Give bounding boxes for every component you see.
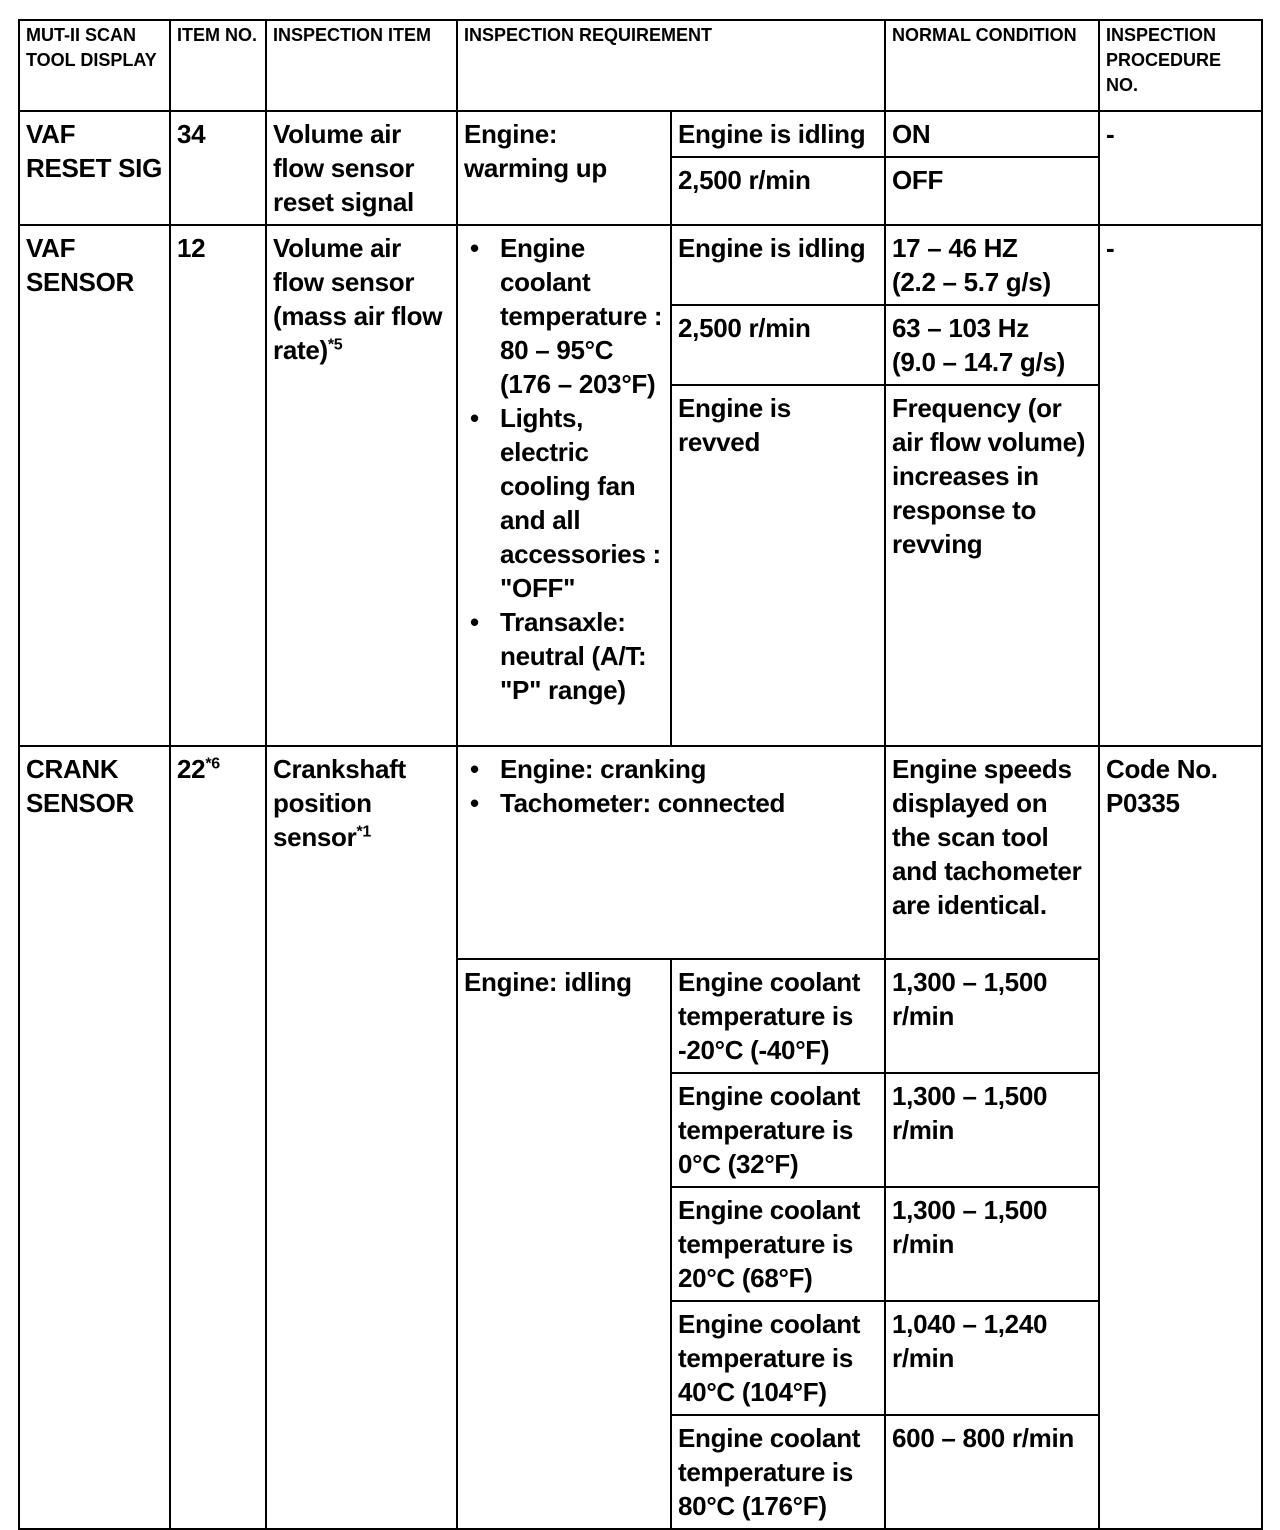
condition-cell: Engine coolant temperature is -20°C (-40°F) xyxy=(671,959,885,1073)
normal-cell: 600 – 800 r/min xyxy=(885,1415,1099,1529)
header-requirement: INSPECTION REQUIREMENT xyxy=(457,20,885,111)
normal-cell: OFF xyxy=(885,157,1099,225)
normal-cell: ON xyxy=(885,111,1099,157)
condition-cell: Engine coolant temperature is 40°C (104°F) xyxy=(671,1301,885,1415)
normal-cell: 1,300 – 1,500 r/min xyxy=(885,1073,1099,1187)
footnote-mark: *5 xyxy=(327,336,343,354)
table-row xyxy=(19,225,1262,305)
item-cell: Volume air flow sensor reset signal xyxy=(266,111,457,225)
condition-cell: Engine coolant temperature is 0°C (32°F) xyxy=(671,1073,885,1187)
normal-cell: Engine speeds displayed on the scan tool and tachometer are identical. xyxy=(885,746,1099,959)
display-cell: CRANK SENSOR xyxy=(19,746,170,1529)
header-row xyxy=(19,20,1262,111)
item-cell xyxy=(266,746,457,1529)
item-no-cell: 34 xyxy=(170,111,266,225)
normal-line: (2.2 – 5.7 g/s) xyxy=(892,267,1051,297)
inspection-table xyxy=(18,19,1263,1530)
normal-line: 17 – 46 HZ xyxy=(892,233,1018,263)
header-item-no: ITEM NO. xyxy=(170,20,266,111)
condition-cell: Engine coolant temperature is 80°C (176°F) xyxy=(671,1415,885,1529)
bullet-list xyxy=(464,231,664,707)
requirement-cell xyxy=(457,225,671,746)
procedure-line: Code No. xyxy=(1106,754,1218,784)
header-inspection-item: INSPECTION ITEM xyxy=(266,20,457,111)
normal-cell: Frequency (or air flow volume) increases in response to revving xyxy=(885,385,1099,746)
condition-cell: Engine coolant temperature is 20°C (68°F) xyxy=(671,1187,885,1301)
list-item: • Engine: cranking xyxy=(500,752,878,786)
normal-cell xyxy=(885,305,1099,385)
normal-line: 63 – 103 Hz xyxy=(892,313,1029,343)
requirement-cell: Engine: warming up xyxy=(457,111,671,225)
condition-cell: Engine is idling xyxy=(671,111,885,157)
header-display: MUT-II SCAN TOOL DISPLAY xyxy=(19,20,170,111)
list-item: • Transaxle: neutral (A/T: "P" range) xyxy=(500,605,664,707)
footnote-mark: *1 xyxy=(356,823,371,841)
header-normal: NORMAL CONDITION xyxy=(885,20,1099,111)
item-text: Crankshaft position sensor xyxy=(273,754,406,852)
procedure-cell: - xyxy=(1099,225,1262,746)
normal-cell: 1,040 – 1,240 r/min xyxy=(885,1301,1099,1415)
condition-cell: 2,500 r/min xyxy=(671,305,885,385)
display-cell: VAF SENSOR xyxy=(19,225,170,746)
display-cell: VAF RESET SIG xyxy=(19,111,170,225)
condition-cell: 2,500 r/min xyxy=(671,157,885,225)
normal-cell xyxy=(885,225,1099,305)
procedure-line: P0335 xyxy=(1106,788,1180,818)
item-cell xyxy=(266,225,457,746)
bullet-list xyxy=(464,752,878,820)
table-row xyxy=(19,746,1262,959)
procedure-cell: - xyxy=(1099,111,1262,225)
normal-line: (9.0 – 14.7 g/s) xyxy=(892,347,1065,377)
list-item: • Lights, electric cooling fan and all accessories : "OFF" xyxy=(500,401,664,605)
item-no-text: 22 xyxy=(177,754,206,784)
footnote-mark: *6 xyxy=(205,755,220,773)
list-item: • Engine coolant temperature : 80 – 95°C (176 – 203°F) xyxy=(500,231,664,401)
item-no-cell: 12 xyxy=(170,225,266,746)
condition-cell: Engine is idling xyxy=(671,225,885,305)
procedure-cell xyxy=(1099,746,1262,1529)
condition-cell: Engine is revved xyxy=(671,385,885,746)
normal-cell: 1,300 – 1,500 r/min xyxy=(885,1187,1099,1301)
header-procedure: INSPECTION PROCEDURE NO. xyxy=(1099,20,1262,111)
item-text: Volume air flow sensor (mass air flow rate) xyxy=(273,233,443,365)
requirement-cell: Engine: idling xyxy=(457,959,671,1529)
requirement-cell xyxy=(457,746,885,959)
list-item: • Tachometer: connected xyxy=(500,786,878,820)
table-row xyxy=(19,111,1262,157)
item-no-cell xyxy=(170,746,266,1529)
normal-cell: 1,300 – 1,500 r/min xyxy=(885,959,1099,1073)
